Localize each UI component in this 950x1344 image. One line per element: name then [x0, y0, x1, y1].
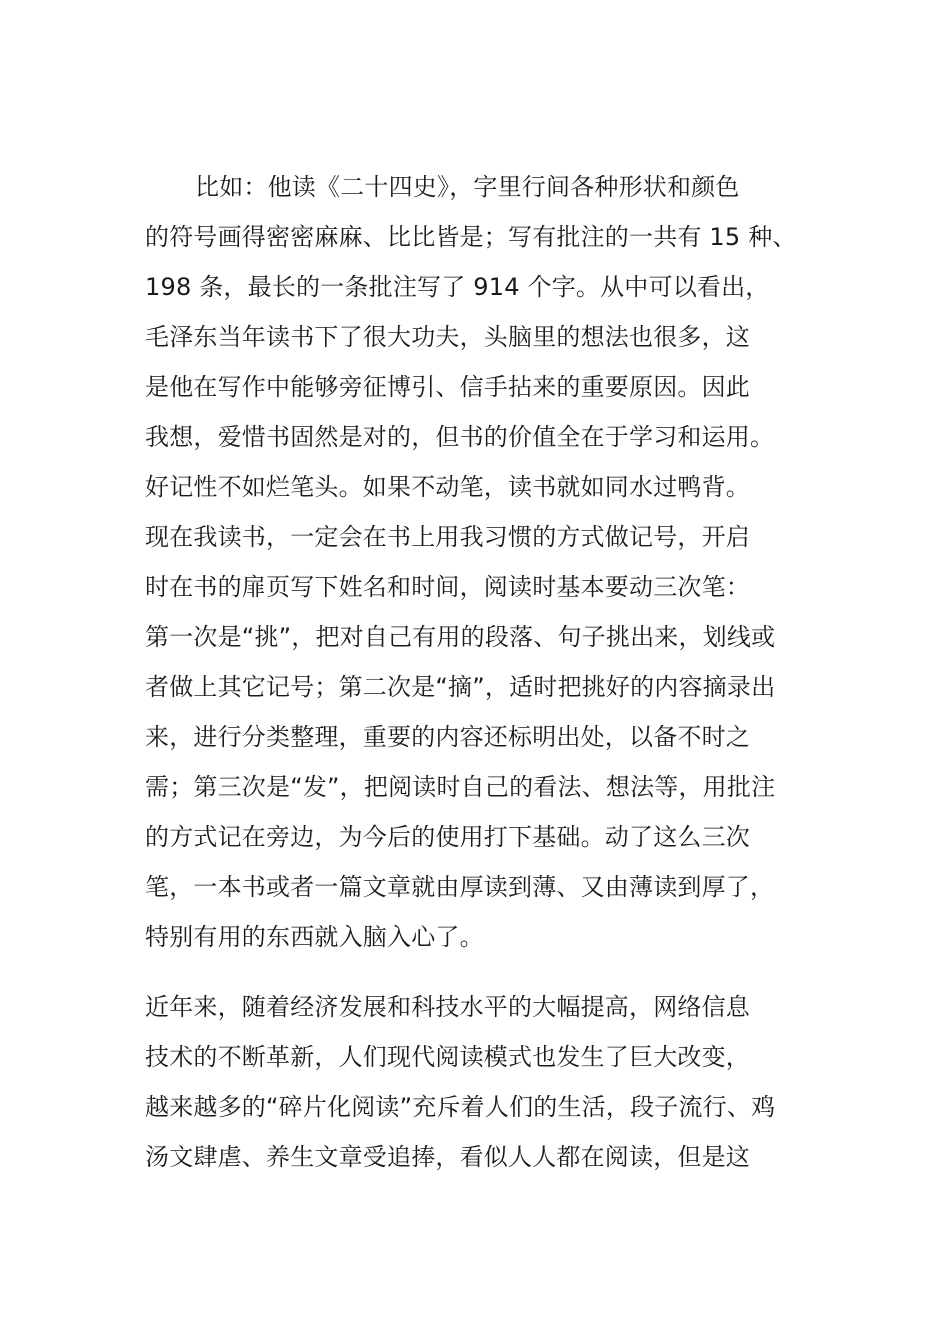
text-line: 技术的不断革新，人们现代阅读模式也发生了巨大改变， — [145, 1043, 750, 1071]
text-line: 汤文肆虐、养生文章受追捧，看似人人都在阅读，但是这 — [145, 1143, 750, 1171]
text-line: 毛泽东当年读书下了很大功夫，头脑里的想法也很多，这 — [145, 323, 750, 351]
text-line: 的符号画得密密麻麻、比比皆是；写有批注的一共有 15 种、 — [145, 223, 797, 251]
text-line: 特别有用的东西就入脑入心了。 — [145, 923, 484, 951]
text-line: 我想，爱惜书固然是对的，但书的价值全在于学习和运用。 — [145, 423, 775, 451]
text-line: 越来越多的“碎片化阅读”充斥着人们的生活，段子流行、鸡 — [145, 1093, 776, 1121]
text-line: 时在书的扉页写下姓名和时间，阅读时基本要动三次笔： — [145, 573, 750, 601]
text-line: 198 条，最长的一条批注写了 914 个字。从中可以看出， — [145, 273, 770, 301]
text-line: 来，进行分类整理，重要的内容还标明出处，以备不时之 — [145, 723, 750, 751]
text-line: 需；第三次是“发”，把阅读时自己的看法、想法等，用批注 — [145, 773, 776, 801]
text-line: 现在我读书，一定会在书上用我习惯的方式做记号，开启 — [145, 523, 750, 551]
text-line: 是他在写作中能够旁征博引、信手拈来的重要原因。因此 — [145, 373, 750, 401]
text-line: 的方式记在旁边，为今后的使用打下基础。动了这么三次 — [145, 823, 750, 851]
text-line: 者做上其它记号；第二次是“摘”，适时把挑好的内容摘录出 — [145, 673, 776, 701]
text-line: 好记性不如烂笔头。如果不动笔，读书就如同水过鸭背。 — [145, 473, 750, 501]
text-line: 近年来，随着经济发展和科技水平的大幅提高，网络信息 — [145, 993, 750, 1021]
text-line: 比如：他读《二十四史》，字里行间各种形状和颜色 — [195, 173, 740, 201]
text-line: 第一次是“挑”，把对自己有用的段落、句子挑出来，划线或 — [145, 623, 776, 651]
text-line: 笔，一本书或者一篇文章就由厚读到薄、又由薄读到厚了， — [145, 873, 775, 901]
